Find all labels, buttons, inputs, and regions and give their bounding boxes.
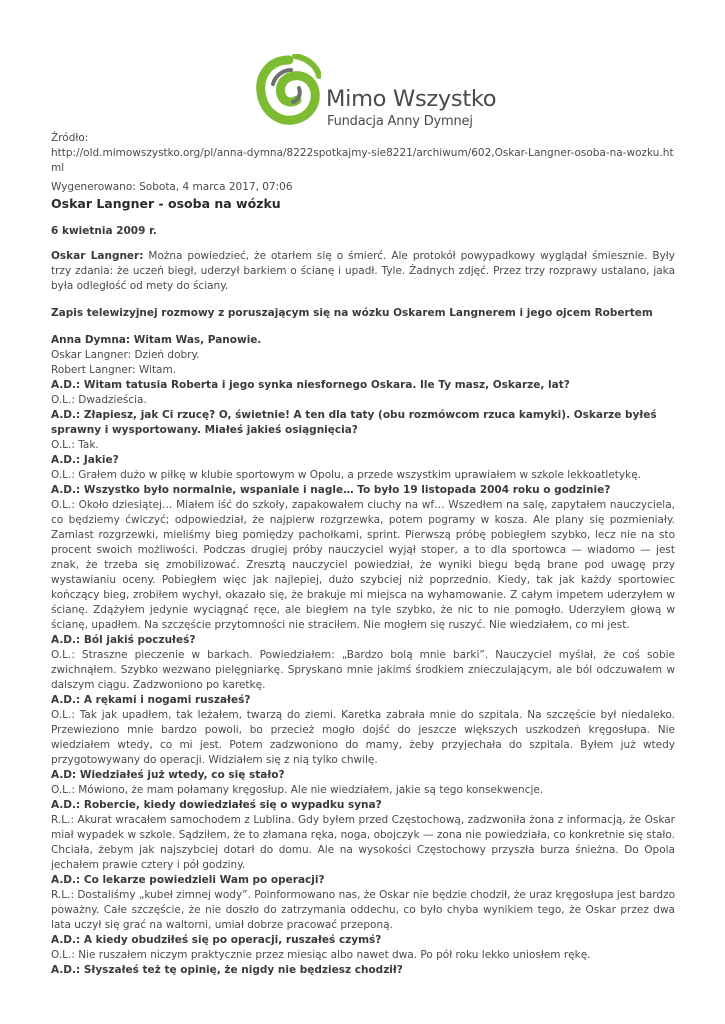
article-content	[51, 249, 675, 978]
dialogue-question: A.D.: A kiedy obudziłeś się po operacji, ruszałeś czymś?	[51, 934, 382, 946]
dialogue-question: Anna Dymna: Witam Was, Panowie.	[51, 334, 262, 346]
generated-timestamp: Wygenerowano: Sobota, 4 marca 2017, 07:06	[51, 181, 293, 193]
dialogue-answer: R.L.: Dostaliśmy „kubeł zimnej wody”. Poinformowano nas, że Oskar nie będzie chodził, że uraz kręgosłupa jest bardzo poważny. Całe szczęście, że nie doszło do zatrzymania oddechu, co było chyba wynikiem tego, że Oskar przez dwa lata uczył się grać na waltorni, umiał dobrze pracować przeponą.	[51, 889, 676, 931]
dialogue-answer: O.L.: Tak.	[51, 439, 99, 451]
dialogue-answer: Oskar Langner: Dzień dobry.	[51, 349, 200, 361]
dialogue-answer: Robert Langner: Witam.	[51, 364, 177, 376]
dialogue-question: A.D.: Robercie, kiedy dowiedziałeś się o wypadku syna?	[51, 799, 382, 811]
dialogue-answer: O.L.: Nie ruszałem niczym praktycznie przez miesiąc albo nawet dwa. Po pół roku lekko uniosłem rękę.	[51, 949, 591, 961]
intro-paragraph	[51, 249, 675, 294]
dialogue-answer: O.L.: Grałem dużo w piłkę w klubie sportowym w Opolu, a przede wszystkim uprawiałem w szkole lekkoatletykę.	[51, 469, 641, 481]
document-meta	[51, 131, 676, 195]
dialogue-answer: O.L.: Mówiono, że mam połamany kręgosłup. Ale nie wiedziałem, jakie są tego konsekwencje.	[51, 784, 544, 796]
intro-text: Można powiedzieć, że otarłem się o śmierć. Ale protokół powypadkowy wyglądał śmiesznie. Były trzy zdania: że uczeń biegł, uderzył barkiem o ścianę i upadł. Tyle. Żadnych zdjęć. Przez trzy rozprawy ustalano, jaka była odległość od mety do ściany.	[51, 250, 675, 292]
spiral-logo-icon	[255, 54, 321, 126]
logo-title: Mimo Wszystko	[326, 86, 497, 112]
dialogue-answer: O.L.: Dwadzieścia.	[51, 394, 147, 406]
dialogue-answer: O.L.: Około dziesiątej… Miałem iść do szkoły, zapakowałem ciuchy na wf… Wszedłem na salę, zapytałem nauczyciela, co będziemy ćwiczyć; odpowiedział, że najpierw rozgrzewka, potem pogramy w kosza. Ale plany się pozmieniały. Zamiast rozgrzewki, mieliśmy bieg pomiędzy pachołkami, sprint. Pierwszą próbę pobiegłem szybko, lecz nie na sto procent swoich możliwości. Podczas drugiej próby nauczyciel wyjął stoper, a to dla sportowca — wiadomo — jest znak, że trzeba się zmobilizować. Zresztą nauczyciel powiedział, że wyniki biegu będą brane pod uwagę przy wystawianiu oceny. Pobiegłem więc jak najlepiej, dużo szybciej niż poprzednio. Kiedy, tak jak każdy sportowiec kończący bieg, zrobiłem wychył, okazało się, że brakuje mi miejsca na wyhamowanie. Z całym impetem uderzyłem w ścianę. Zdążyłem jedynie wyciągnąć ręce, ale biegłem na tyle szybko, że nic to nie pomogło. Uderzyłem głową w ścianę, upadłem. Na szczęście przytomności nie straciłem. Nie mogłem się ruszyć. Nie wiedziałem, co mi jest.	[51, 499, 675, 631]
dialogue-answer: R.L.: Akurat wracałem samochodem z Lublina. Gdy byłem przed Częstochową, zadzwoniła żona z informacją, że Oskar miał wypadek w szkole. Sądziłem, że to złamana ręka, noga, obojczyk — zona nie powiedziała, co konkretnie się stało. Chciała, żebym jak najszybciej dotarł do domu. Ale na wysokości Częstochowy przyszła burza śnieżna. Do Opola jechałem prawie cztery i pół godziny.	[51, 814, 675, 871]
dialogue	[51, 333, 675, 978]
dialogue-question: A.D.: Słyszałeś też tę opinię, że nigdy nie będziesz chodził?	[51, 964, 403, 976]
dialogue-question: A.D.: Wszystko było normalnie, wspaniale i nagle… To było 19 listopada 2004 roku o godzinie?	[51, 484, 611, 496]
article-title: Oskar Langner - osoba na wózku	[51, 196, 281, 211]
source-label: Źródło:	[51, 132, 89, 144]
dialogue-question: A.D.: Co lekarze powiedzieli Wam po operacji?	[51, 874, 325, 886]
source-url[interactable]: http://old.mimowszystko.org/pl/anna-dymna/8222spotkajmy-sie8221/archiwum/602,Oskar-Langner-osoba-na-wozku.html	[51, 147, 674, 174]
dialogue-answer: O.L.: Straszne pieczenie w barkach. Powiedziałem: „Bardzo bolą mnie barki”. Nauczyciel myślał, że coś sobie zwichnąłem. Szybko wezwano pielęgniarkę. Spryskano mnie jakimś środkiem znieczulającym, ale ból odczuwałem w dalszym ciągu. Zadzwoniono po karetkę.	[51, 649, 675, 691]
intro-speaker: Oskar Langner:	[51, 250, 144, 262]
article-subheading: Zapis telewizyjnej rozmowy z poruszającym się na wózku Oskarem Langnerem i jego ojcem Robertem	[51, 307, 653, 319]
dialogue-question: A.D: Wiedziałeś już wtedy, co się stało?	[51, 769, 285, 781]
logo-subtitle: Fundacja Anny Dymnej	[327, 114, 473, 129]
dialogue-question: A.D.: Ból jakiś poczułeś?	[51, 634, 196, 646]
foundation-logo	[255, 54, 497, 134]
dialogue-question: A.D.: Złapiesz, jak Ci rzucę? O, świetnie! A ten dla taty (obu rozmówcom rzuca kamyki). Oskarze byłeś sprawny i wysportowany. Miałeś jakieś osiągnięcia?	[51, 409, 657, 436]
dialogue-answer: O.L.: Tak jak upadłem, tak leżałem, twarzą do ziemi. Karetka zabrała mnie do szpitala. Na szczęście był niedaleko. Przewieziono mnie bardzo powoli, bo przecież mogło dojść do jeszcze większych uszkodzeń kręgosłupa. Nie wiedziałem wtedy, co mi jest. Potem zadzwoniono do mamy, żeby przyjechała do szpitala. Byłem już wtedy przygotowywany do operacji. Widziałem się z nią tylko chwilę.	[51, 709, 675, 766]
dialogue-question: A.D.: A rękami i nogami ruszałeś?	[51, 694, 251, 706]
dialogue-question: A.D.: Witam tatusia Roberta i jego synka niesfornego Oskara. Ile Ty masz, Oskarze, lat?	[51, 379, 570, 391]
dialogue-question: A.D.: Jakie?	[51, 454, 119, 466]
article-date: 6 kwietnia 2009 r.	[51, 225, 157, 237]
